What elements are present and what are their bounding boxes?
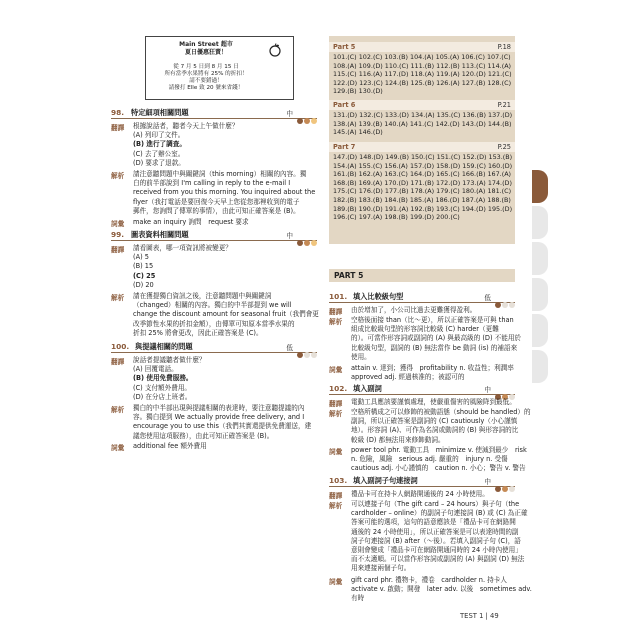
option: (D) 20 xyxy=(133,280,154,289)
question-number: 101. xyxy=(329,292,348,301)
vocabulary: attain v. 達到；獲得 profitability n. 收益性；利潤率 approved adj. 經過核准的；被認可的 xyxy=(351,364,514,382)
question-translation: 說話者提議聽者做什麼？ (A) 回覆電話。 (B) 使用免費服務。 (C) 支付額外費用。 (D) 在分店上班者。 xyxy=(133,356,206,401)
question-type: 圖表資料相關問題 xyxy=(131,230,189,239)
question-number: 98. xyxy=(111,108,125,117)
answer-key-header: Part 5 P.18 xyxy=(329,42,515,52)
coupon-title: Main Street 超市 xyxy=(179,41,233,48)
coupon-line: 從 7 月 5 日到 8 月 15 日 xyxy=(173,64,239,70)
option: (B) 進行了調查。 xyxy=(133,140,186,149)
tab-test-2[interactable] xyxy=(532,206,548,239)
question-type: 填入比較級句型 xyxy=(353,292,404,301)
label-vocabulary: 詞彙 xyxy=(329,578,343,586)
label-explanation: 解析 xyxy=(329,318,343,326)
question-number: 100. xyxy=(111,342,130,351)
explanation: 空格後面接 than（比～更），所以正確答案是可與 than 組成比較級句型的形容詞比較級 (C) harder（更難 的）。可當作形容詞或副詞的 (A) 與最高級的 (D) 不能用於 比較級句型，副詞的 (B) 無法當作 be 動詞 (is) 的補語來 使用。 xyxy=(351,316,522,361)
explanation: 空格所構成之可以修飾的被動語態（should be handled）的 副詞，所以正確答案是副詞的 (C) cautiously（小心謹慎 地）。形容詞 (A)、可作為名詞或動詞的 (B) 與形容詞的比 較級 (D) 都無法用來修飾動詞。 xyxy=(351,408,531,444)
sentence-translation: 電動工具應該要謹慎處理，使嚴重傷害的風險降到最低。 xyxy=(351,398,516,406)
difficulty-dots-icon xyxy=(296,343,317,362)
answer-key-header: Part 7 P.25 xyxy=(329,142,515,152)
label-vocabulary: 詞彙 xyxy=(111,220,125,228)
page-footer: TEST 1 | 49 xyxy=(460,612,499,620)
explanation: 獨白的中半部出現與提議相關的表達時，要注意聽提議的內 容。獨白提到 We actually provide free delivery, and I encourage you to use this（我們其實還提供免費運送，建 議您使用這項服務），由此可知正確答案是 (B)。 xyxy=(133,404,312,440)
label-vocabulary: 詞彙 xyxy=(111,444,125,452)
question-number: 103. xyxy=(329,476,348,485)
answer-row: 161.(B) 162.(A) 163.(C) 164.(D) 165.(C) 166.(B) 167.(A) xyxy=(333,170,512,179)
option: (C) 去了辦公室。 xyxy=(133,149,185,158)
vocabulary: make an inquiry 詢問 request 要求 xyxy=(133,218,249,226)
label-explanation: 解析 xyxy=(329,502,343,510)
answer-key xyxy=(329,36,515,244)
question-header xyxy=(111,342,317,353)
question-type: 特定細項相關問題 xyxy=(131,108,189,117)
section-heading: PART 5 xyxy=(329,269,515,282)
question-type: 填入副詞 xyxy=(353,384,382,393)
answer-key-header: Part 6 P.21 xyxy=(329,100,515,110)
label-translation: 翻譯 xyxy=(329,492,343,500)
question-header xyxy=(329,384,515,395)
question-header xyxy=(111,108,317,119)
label-explanation: 解析 xyxy=(329,410,343,418)
book-page xyxy=(109,34,532,636)
tab-test-6[interactable] xyxy=(532,350,548,383)
question-header xyxy=(329,476,515,487)
option: (A) 列印了文件。 xyxy=(133,131,185,140)
vocabulary: gift card phr. 禮物卡，禮卷 cardholder n. 持卡人 activate v. 啟動；開發 later adv. 以後 sometimes adv. 有時 xyxy=(351,576,532,603)
question-type: 與提議相關的問題 xyxy=(135,342,193,351)
label-translation: 翻譯 xyxy=(329,308,343,316)
option: (A) 5 xyxy=(133,253,149,262)
vocabulary: power tool phr. 電動工具 minimize v. 使減到最少 risk n. 危險，風險 serious adj. 嚴重的 injury n. 受傷 cautious adj. 小心謹慎的 caution n. 小心；警告 v. 警告 xyxy=(351,446,527,473)
question-header xyxy=(329,292,515,303)
tab-test-3[interactable] xyxy=(532,242,548,275)
label-explanation: 解析 xyxy=(111,294,125,302)
label-translation: 翻譯 xyxy=(329,400,343,408)
difficulty-dots-icon xyxy=(296,109,317,128)
label-explanation: 解析 xyxy=(111,406,125,414)
coupon-line: 請不要錯過！ xyxy=(189,78,223,84)
difficulty-label: 中 xyxy=(286,110,293,118)
question-translation: 根據說話者，聽者今天上午做什麼？ (A) 列印了文件。 (B) 進行了調查。 (C) 去了辦公室。 (D) 要求了退款。 xyxy=(133,122,239,167)
question-number: 102. xyxy=(329,384,348,393)
explanation: 請在獲提獨白資訊之後，注意聽問題中與關鍵詞 （changed）相關的內容。獨白的中半部提到 we will change the discount amount for seasonal fruit（我們會更 改季節性水果的折扣金額），由傳單可知原本當季水果的 折扣 25% 將會更改，因此正確答案是 (C)。 xyxy=(133,292,319,337)
answer-row: 115.(C) 116.(A) 117.(D) 118.(A) 119.(A) 120.(D) 121.(C) xyxy=(333,70,512,79)
difficulty-dots-icon xyxy=(494,293,515,312)
answer-row: 154.(A) 155.(C) 156.(A) 157.(D) 158.(D) 159.(C) 160.(D) xyxy=(333,161,513,170)
answer-row: 196.(C) 197.(A) 198.(B) 199.(D) 200.(C) xyxy=(333,213,460,222)
label-vocabulary: 詞彙 xyxy=(329,448,343,456)
answer-row: 168.(B) 169.(A) 170.(D) 171.(B) 172.(D) 173.(A) 174.(D) xyxy=(333,178,512,187)
apple-icon xyxy=(268,43,282,57)
coupon-line: 請撥打 Elle 致 20 號來省錢！ xyxy=(168,85,244,91)
option: (C) 25 xyxy=(133,271,156,280)
answer-row: 145.(A) 146.(D) xyxy=(333,128,383,137)
label-vocabulary: 詞彙 xyxy=(329,366,343,374)
tab-test-5[interactable] xyxy=(532,314,548,347)
answer-row: 138.(A) 139.(B) 140.(A) 141.(C) 142.(D) 143.(D) 144.(B) xyxy=(333,119,512,128)
answer-row: 189.(B) 190.(D) 191.(A) 192.(B) 193.(C) 194.(D) 195.(D) xyxy=(333,204,513,213)
explanation: 請注意聽問題中與關鍵詞（this morning）相關的內容。獨 白的前半部說到 I'm calling in reply to the e-mail I received from you this morning. You inquired about the flyer（我打電話是要回復今天早上您從您那裡收到的電子 郵件，您詢問了傳單的事情），由此可知正確答案是 (B)。 xyxy=(133,170,316,215)
difficulty-label: 中 xyxy=(484,386,491,394)
question-translation: 請看圖表，哪一項資訊將被變更？ (A) 5 (B) 15 (C) 25 (D) 20 xyxy=(133,244,232,289)
question-number: 99. xyxy=(111,230,125,239)
vocabulary: additional fee 額外費用 xyxy=(133,442,207,450)
difficulty-label: 中 xyxy=(286,232,293,240)
sentence-translation: 禮品卡可在持卡人網路開通後的 24 小時使用。 xyxy=(351,490,489,498)
coupon-line: 所有當季水果將有 25% 的折扣！ xyxy=(164,71,248,77)
answer-row: 131.(D) 132.(C) 133.(D) 134.(A) 135.(C) 136.(B) 137.(D) xyxy=(333,111,513,119)
label-explanation: 解析 xyxy=(111,172,125,180)
difficulty-label: 低 xyxy=(286,344,293,352)
sentence-translation: 由於增加了，小公司比過去更難獲得盈利。 xyxy=(351,306,477,314)
label-translation: 翻譯 xyxy=(111,246,125,254)
question-header xyxy=(111,230,317,241)
option: (D) 在分店上班者。 xyxy=(133,392,192,401)
option: (D) 要求了退款。 xyxy=(133,158,185,167)
difficulty-label: 中 xyxy=(484,478,491,486)
label-translation: 翻譯 xyxy=(111,358,125,366)
option: (A) 回覆電話。 xyxy=(133,365,178,374)
difficulty-dots-icon xyxy=(494,477,515,496)
option: (B) 15 xyxy=(133,262,154,271)
coupon-graphic xyxy=(145,36,294,100)
answer-row: 129.(B) 130.(D) xyxy=(333,87,383,96)
question-type: 填入副詞子句連接詞 xyxy=(353,476,418,485)
answer-row: 108.(A) 109.(D) 110.(C) 111.(B) 112.(B) 113.(C) 114.(A) xyxy=(333,61,512,70)
label-translation: 翻譯 xyxy=(111,124,125,132)
difficulty-dots-icon xyxy=(296,231,317,250)
explanation: 可以連接子句（The gift card – 24 hours）與子句（the cardholder – online）的副詞子句連接詞 (B) 或 (C) 為正確 答案可能的選項，這句的語意應該是「禮品卡可在網路開 通後的 24 小時使用」，所以正確答案是可以表達時間的副 詞子句連接詞 (B) after（～後）。若填入副詞子句 (C)，語 意則會變成「禮品卡可在網路開通同時的 24 小時內使用」 而不太適順。可以當作形容詞或副詞的 (A) 與副詞 (D) 無法 用來連接兩個子句。 xyxy=(351,500,528,573)
option: (C) 支付額外費用。 xyxy=(133,383,192,392)
answer-row: 122.(D) 123.(C) 124.(B) 125.(B) 126.(A) 127.(B) 128.(C) xyxy=(333,78,512,87)
coupon-subtitle: 夏日優惠狂賣！ xyxy=(184,49,227,56)
tab-test-1[interactable] xyxy=(532,170,548,203)
answer-row: 101.(C) 102.(C) 103.(B) 104.(A) 105.(A) 106.(C) 107.(C) xyxy=(333,53,511,61)
tab-test-4[interactable] xyxy=(532,278,548,311)
answer-row: 147.(D) 148.(D) 149.(B) 150.(C) 151.(C) 152.(D) 153.(B) xyxy=(333,153,513,161)
option: (B) 使用免費服務。 xyxy=(133,374,193,383)
difficulty-label: 低 xyxy=(484,294,491,302)
answer-row: 175.(C) 176.(D) 177.(B) 178.(A) 179.(C) 180.(A) 181.(C) xyxy=(333,187,512,196)
answer-row: 182.(B) 183.(B) 184.(B) 185.(A) 186.(D) 187.(A) 188.(B) xyxy=(333,196,511,204)
